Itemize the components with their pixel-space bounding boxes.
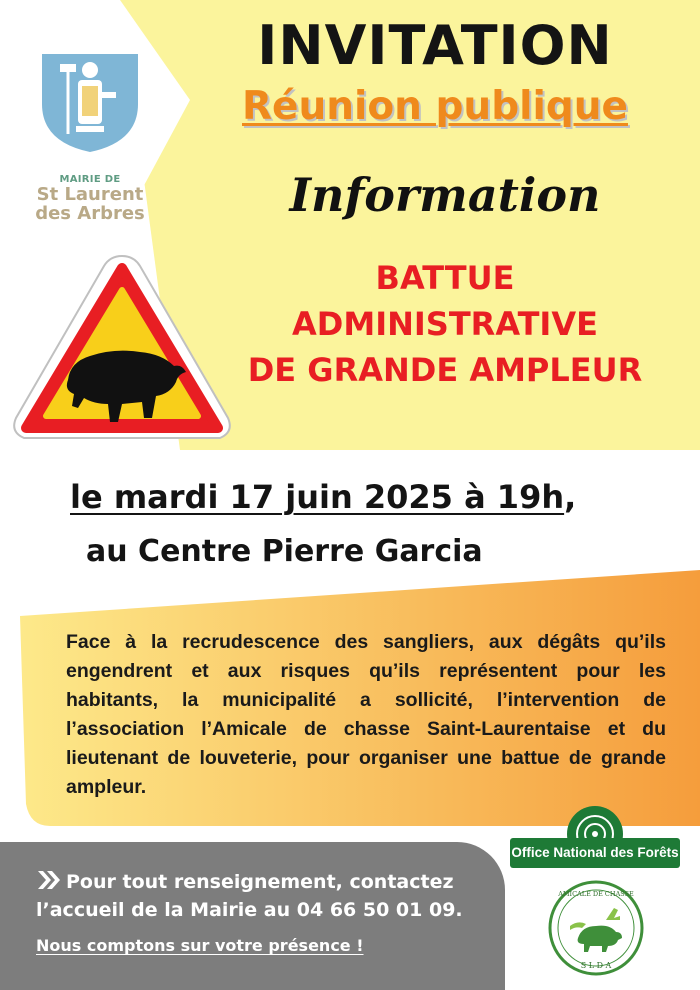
battue-line2: ADMINISTRATIVE: [292, 305, 598, 343]
commune-name-line1: St Laurent: [36, 184, 144, 205]
invitation-title: INVITATION: [257, 14, 613, 77]
town-logo: [30, 50, 150, 223]
chevron-right-icon: [36, 869, 62, 891]
slda-hunting-logo: [548, 880, 644, 976]
event-date-suffix: ,: [564, 478, 577, 516]
contact-text: Pour tout renseignement, contactez l’accueil de la Mairie au 04 66 50 01 09.: [36, 871, 463, 921]
body-paragraph: Face à la recrudescence des sangliers, aux dégâts qu’ils engendrent et aux risques qu’ils représentent pour les habitants, la municipalité a sollicité, l’intervention de l’association l’Amicale de chasse Saint-Laurentaise et du lieutenant de louveterie, pour organiser une battue de grande ampleur.: [66, 631, 666, 798]
coat-of-arms-icon: [38, 50, 142, 154]
commune-name-line2: des Arbres: [35, 203, 145, 224]
closing-text: Nous comptons sur votre présence !: [36, 936, 364, 955]
contact-text-block: [36, 868, 486, 924]
onf-label: Office National des Forêts: [510, 838, 680, 868]
event-date-text: le mardi 17 juin 2025 à 19h: [70, 478, 565, 516]
mairie-de-label: MAIRIE DE: [59, 174, 121, 185]
battue-line3: DE GRANDE AMPLEUR: [247, 351, 643, 389]
wild-boar-warning-icon: [10, 248, 235, 448]
event-date: [70, 478, 576, 516]
battue-line1: BATTUE: [375, 259, 515, 297]
battue-heading: [210, 255, 680, 393]
event-place: au Centre Pierre Garcia: [86, 534, 483, 569]
information-heading: Information: [289, 168, 601, 222]
reunion-subtitle: Réunion publique: [242, 84, 628, 129]
slda-top-text: AMICALE DE CHASSE: [558, 890, 634, 898]
slda-bottom-text: S L D A: [580, 961, 612, 970]
